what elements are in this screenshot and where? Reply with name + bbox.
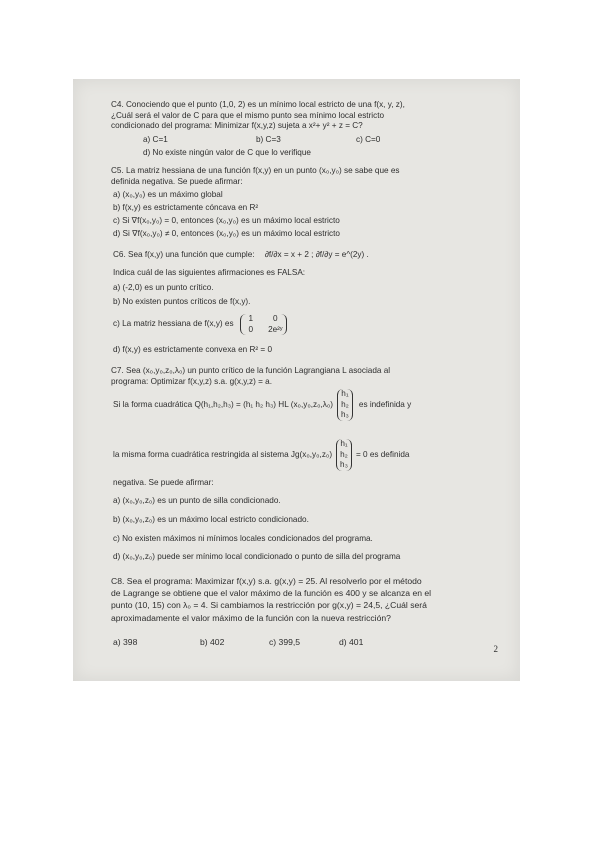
c6-option-a: a) (-2,0) es un punto crítico. <box>113 283 214 292</box>
c6-line-2: Indica cuál de las siguientes afirmaciones es FALSA: <box>113 268 306 277</box>
vector-entry: h₃ <box>341 410 349 420</box>
c6-intro: C6. Sea f(x,y) una función que cumple: <box>113 250 255 259</box>
c6-option-c <box>113 314 287 335</box>
c6-formula: ∂f/∂x = x + 2 ; ∂f/∂y = e^(2y) . <box>264 250 369 259</box>
c7-restricted-form <box>113 439 409 471</box>
c7-line-2: programa: Optimizar f(x,y,z) s.a. g(x,y,z) = a. <box>111 376 272 386</box>
question-c8 <box>111 575 504 624</box>
vector-entry: h₃ <box>340 460 348 470</box>
h-vector <box>336 439 352 471</box>
c8-line-4: aproximadamente el valor máximo de la función con la nueva restricción? <box>111 612 391 623</box>
vector-entry: h₂ <box>340 449 348 459</box>
c5-line-2: definida negativa. Se puede afirmar: <box>111 176 243 186</box>
h-vector <box>337 389 353 421</box>
matrix-cell: 0 <box>248 324 254 334</box>
c7-line-3: negativa. Se puede afirmar: <box>113 478 214 487</box>
c7-option-d: d) (x₀,y₀,z₀) puede ser mínimo local condicionado o punto de silla del programa <box>113 552 401 561</box>
vector-entry: h₂ <box>341 399 349 409</box>
exam-page <box>73 79 520 681</box>
c8-option-a: a) 398 <box>113 637 138 647</box>
c4-line-1: C4. Conociendo que el punto (1,0, 2) es un mínimo local estricto de una f(x, y, z), <box>111 100 405 109</box>
c5-option-d: d) Si ∇f(x₀,y₀) ≠ 0, entonces (x₀,y₀) es un máximo local estricto <box>113 229 340 238</box>
c8-option-c: c) 399,5 <box>269 637 301 647</box>
c4-line-2: ¿Cuál será el valor de C para que el mismo punto sea mínimo local estricto <box>111 110 385 120</box>
c5-line-1: C5. La matriz hessiana de una función f(x,y) en un punto (x₀,y₀) se sabe que es <box>111 166 400 175</box>
question-c5 <box>111 166 504 187</box>
question-c7 <box>111 366 504 387</box>
matrix-cell: 1 <box>248 314 254 323</box>
c5-option-c: c) Si ∇f(x₀,y₀) = 0, entonces (x₀,y₀) es un máximo local estricto <box>113 216 340 225</box>
c8-line-2: de Lagrange se obtiene que el valor máximo de la función es 400 y se alcanza en el <box>111 588 432 599</box>
question-c4 <box>111 100 504 132</box>
vector-entry: h₁ <box>341 389 349 398</box>
vector-entry: h₁ <box>340 439 348 448</box>
c6-option-d: d) f(x,y) es estrictamente convexa en R² = 0 <box>113 345 273 354</box>
c4-option-b: b) C=3 <box>256 135 281 144</box>
c7-restr-text: la misma forma cuadrática restringida al sistema Jg(x₀,y₀,z₀) <box>113 449 333 459</box>
c7-quad-text: Si la forma cuadrática Q(h₁,h₂,h₃) = (h₁ h₂ h₃) HL (x₀,y₀,z₀,λ₀) <box>113 399 333 409</box>
c7-option-b: b) (x₀,y₀,z₀) es un máximo local estricto condicionado. <box>113 515 309 524</box>
c4-option-c: c) C=0 <box>356 135 381 144</box>
matrix-cell: 2e²ʸ <box>268 324 283 334</box>
c7-option-a: a) (x₀,y₀,z₀) es un punto de silla condicionado. <box>113 496 281 505</box>
c5-option-a: a) (x₀,y₀) es un máximo global <box>113 190 223 199</box>
c6-option-c-label: c) La matriz hessiana de f(x,y) es <box>113 319 234 329</box>
c7-restr-after: = 0 es definida <box>355 449 410 459</box>
matrix-cell: 0 <box>273 314 278 323</box>
hessian-matrix <box>240 314 287 335</box>
c8-line-3: punto (10, 15) con λ₀ = 4. Si cambiamos la restricción por g(x,y) = 24,5, ¿Cuál será <box>111 600 427 611</box>
c7-quadratic-form <box>113 389 411 421</box>
c8-line-1: C8. Sea el programa: Maximizar f(x,y) s.a. g(x,y) = 25. Al resolverlo por el método <box>111 576 422 586</box>
c4-option-a: a) C=1 <box>143 135 168 144</box>
c7-option-c: c) No existen máximos ni mínimos locales condicionados del programa. <box>113 534 373 543</box>
c7-line-1: C7. Sea (x₀,y₀,z₀,λ₀) un punto crítico de la función Lagrangiana L asociada al <box>111 366 391 375</box>
page-number: 2 <box>493 644 498 655</box>
c7-quad-after: es indefinida y <box>358 399 412 409</box>
c6-line-1 <box>113 250 369 261</box>
c4-option-d: d) No existe ningún valor de C que lo verifique <box>143 148 311 157</box>
c5-option-b: b) f(x,y) es estrictamente cóncava en R² <box>113 203 259 212</box>
c6-option-b: b) No existen puntos críticos de f(x,y). <box>113 297 251 306</box>
c8-option-b: b) 402 <box>200 637 225 647</box>
c8-option-d: d) 401 <box>339 637 364 647</box>
c4-line-3: condicionado del programa: Minimizar f(x,y,z) sujeta a x²+ y² + z = C? <box>111 121 363 131</box>
